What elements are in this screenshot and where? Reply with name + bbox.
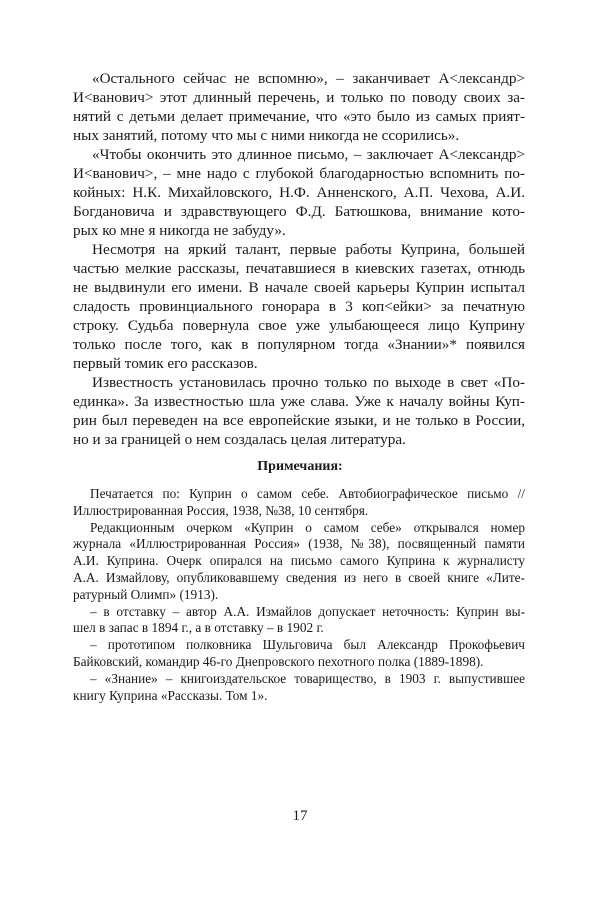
paragraph [73,69,525,145]
text-line: только после того, как в популярном тогда «Знании»* появился [73,336,525,353]
notes-section [73,486,525,704]
text-line: Иллюстрированная Россия, 1938, №38, 10 сентября. [73,502,369,518]
text-line: – в отставку – автор А.А. Измайлов допускает неточность: Куприн вы- [90,603,525,619]
text-line: рин был переведен на все европейские языки, и не только в России, [73,412,525,429]
text-line: И<ванович> этот длинный перечень, и только по поводу своих за- [73,89,525,106]
text-line: единка». За известностью шла уже слава. Уже к началу войны Куп- [73,393,525,410]
text-line: Печатается по: Куприн о самом себе. Автобиографическое письмо // [90,486,525,501]
text-line: нятий с детьми делает примечание, что «это было из самых прият- [73,108,525,125]
text-line: ных занятий, потому что мы с ними никогда не ссорились». [73,127,460,144]
text-line: частью мелкие рассказы, печатавшиеся в киевских газетах, отнюдь [73,260,525,277]
text-line: не выдвинули его имени. В начале своей карьеры Куприн испытал [73,279,525,296]
text-line: строку. Судьба повернула свое уже улыбающееся лицо Куприну [73,317,525,334]
text-line: Несмотря на яркий талант, первые работы Куприна, большей [92,241,525,258]
text-line: А.И. Куприна. Очерк опирался на письмо самого Куприна к журналисту [73,553,525,569]
page-number: 17 [292,808,308,824]
note [73,671,525,705]
text-line: ратурный Олимп» (1913). [73,586,219,602]
note [73,604,525,638]
paragraph [73,145,525,240]
note [73,520,525,604]
text-line: Богдановича и здравствующего Ф.Д. Батюшкова, внимание кото- [73,203,525,220]
text-line: сладость провинциального гонорара в 3 коп<ейки> за печатную [73,298,525,315]
notes-heading: Примечания: [257,459,343,474]
text-line: книгу Куприна «Рассказы. Том 1». [73,687,268,703]
text-line: А.А. Измайлову, опубликовавшему сведения из него в своей книге «Лите- [73,569,525,585]
text-line: Редакционным очерком «Куприн о самом себе» открывался номер [90,519,525,535]
text-line: рых ко мне я никогда не забуду». [73,222,286,239]
text-line: но и за границей о нем создалась целая литература. [73,431,406,448]
text-line: И<ванович>, – мне надо с глубокой благодарностью вспомнить по- [73,165,525,182]
paragraph [73,240,525,373]
text-line: «Остального сейчас не вспомню», – заканчивает А<лександр> [92,70,525,87]
text-line: Известность установилась прочно только по выходе в свет «По- [92,374,525,391]
paragraph [73,373,525,449]
text-line: – прототипом полковника Шульговича был Александр Прокофьевич [90,637,525,653]
text-line: шел в запас в 1894 г., а в отставку – в 1902 г. [73,620,324,636]
text-line: – «Знание» – книгоиздательское товарищество, в 1903 г. выпустившее [90,670,525,686]
text-line: первый томик его рассказов. [73,355,258,372]
note [73,486,525,520]
text-line: «Чтобы окончить это длинное письмо, – заключает А<лександр> [92,146,525,163]
text-line: койных: Н.К. Михайловского, Н.Ф. Анненского, А.П. Чехова, А.И. [73,184,525,201]
text-line: журнала «Иллюстрированная Россия» (1938, №38), посвященный памяти [73,536,525,552]
note [73,637,525,671]
text-line: Байковский, командир 46-го Днепровского пехотного полка (1889-1898). [73,653,484,669]
main-text [73,69,525,449]
